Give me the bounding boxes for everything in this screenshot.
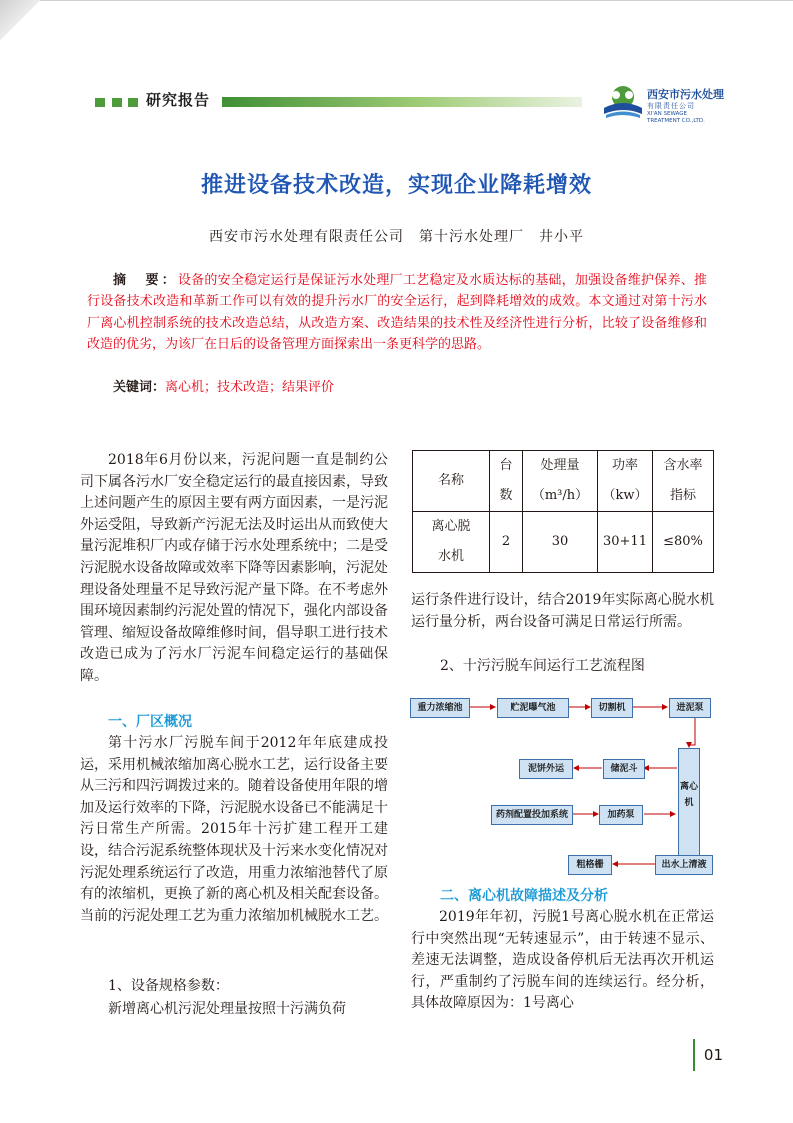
header-square-2 — [112, 98, 122, 107]
table-header-count: 台 数 — [490, 451, 523, 512]
abstract-text: 设备的安全稳定运行是保证污水处理厂工艺稳定及水质达标的基础，加强设备维护保养、推行设备技术改造和革新工作可以有效的提升污水厂的安全运行，起到降耗增效的成效。本文通过对第十污水厂离心机控制系统的技术改造总结，从改造方案、改造结果的技术性及经济性进行分析，比较了设备维修和改造的优劣，为该厂在日后的设备管理方面探索出一条更科学的思路。 — [87, 273, 707, 353]
section-tag: 研究报告 — [146, 91, 211, 109]
logo-name-cn-sub: 有限责任公司 — [647, 102, 695, 110]
intro-paragraph: 2018年6月份以来，污泥问题一直是制约公司下属各污水厂安全稳定运行的最直接因素，导致上述问题产生的原因主要有两方面因素，一是污泥外运受阻，导致新产污泥无法及时运出从而致使大量污泥堆积厂内或存储于污水处理系统中；二是受污泥脱水设备故障或效率下降等因素影响，污泥处理设备处理量不足导致污泥产量下降。在不考虑外围环境因素制约污泥处置的情况下，强化内部设备管理、缩短设备故障维修时间，倡导职工进行技术改造已成为了污水厂污泥车间稳定运行的基础保障。 — [80, 452, 388, 684]
table-cell-moisture: ≤80% — [653, 512, 714, 573]
flow-node-coarse-screen: 粗格栅 — [568, 855, 612, 875]
abstract-label: 摘 要： — [113, 273, 178, 288]
flow-arrow — [689, 717, 695, 747]
flow-node-sludge-bin: 储泥斗 — [603, 759, 645, 779]
equipment-spec-table — [412, 450, 714, 573]
logo-name-cn: 西安市污水处理 — [647, 88, 724, 101]
company-logo-icon — [602, 84, 644, 120]
page-corner-fold — [0, 0, 40, 40]
section-2-heading: 二、离心机故障描述及分析 — [440, 888, 608, 904]
table-header-row — [413, 451, 714, 512]
keywords-label: 关键词： — [113, 380, 166, 395]
flow-node-gravity-thickener: 重力浓缩池 — [410, 698, 470, 718]
page-number: 01 — [693, 1039, 723, 1071]
flow-node-sludge-transport: 泥饼外运 — [519, 759, 573, 779]
article-byline: 西安市污水处理有限责任公司 第十污水处理厂 井小平 — [209, 229, 584, 245]
flow-node-centrifuge: 离心机 — [678, 748, 700, 874]
subsection-1-title: 1、设备规格参数： — [108, 978, 229, 994]
abstract — [87, 270, 707, 356]
subsection-2-title: 2、十污污脱车间运行工艺流程图 — [440, 658, 645, 674]
keywords — [113, 376, 334, 395]
flow-node-feed-pump: 进泥泵 — [669, 698, 711, 718]
logo-name-en-2: TREATMENT CO.,LTD. — [647, 118, 705, 124]
process-flowchart-arrows — [405, 690, 720, 880]
flow-node-dosing-system: 药剂配置投加系统 — [491, 805, 573, 825]
table-header-name: 名称 — [413, 451, 490, 512]
subsection-1-line: 新增离心机污泥处理量按照十污满负荷 — [108, 1001, 346, 1017]
page-top-edge — [40, 0, 793, 1]
section-1-paragraph: 第十污水厂污脱车间于2012年年底建成投运，采用机械浓缩加离心脱水工艺，运行设备主要从三污和四污调拨过来的。随着设备使用年限的增加及运行效率的下降，污泥脱水设备已不能满足十污日常生产所需。2015年十污扩建工程开工建设，结合污泥系统整体现状及十污来水变化情况对污泥处理系统运行了改造，用重力浓缩池替代了原有的浓缩机，更换了新的离心机及相关配套设备。当前的污泥处理工艺为重力浓缩加机械脱水工艺。 — [80, 735, 388, 924]
flow-node-grinder: 切割机 — [591, 698, 633, 718]
section-1-heading: 一、厂区概况 — [108, 714, 192, 730]
table-cell-count: 2 — [490, 512, 523, 573]
section-2-paragraph: 2019年年初，污脱1号离心脱水机在正常运行中突然出现“无转速显示”，由于转速不显示、差速无法调整，造成设备停机后无法再次开机运行，严重制约了污脱车间的连续运行。经分析，具体故障原因为：1号离心 — [411, 909, 714, 1012]
table-cell-name: 离心脱 水机 — [413, 512, 490, 573]
table-cell-power: 30+11 — [598, 512, 653, 573]
keywords-text: 离心机；技术改造；结果评价 — [165, 380, 335, 395]
flow-node-sludge-storage: 贮泥曝气池 — [497, 698, 569, 718]
header-square-1 — [95, 98, 105, 107]
article-title: 推进设备技术改造，实现企业降耗增效 — [200, 173, 592, 198]
logo-name-en-1: XI'AN SEWAGE — [647, 111, 688, 117]
flow-node-dosing-pump: 加药泵 — [599, 805, 643, 825]
table-row — [413, 512, 714, 573]
table-header-capacity: 处理量 （m³/h） — [523, 451, 598, 512]
table-cell-capacity: 30 — [523, 512, 598, 573]
table-header-power: 功率 （kw） — [598, 451, 653, 512]
flow-node-effluent: 出水上清液 — [655, 855, 713, 875]
table-header-moisture: 含水率 指标 — [653, 451, 714, 512]
header-square-3 — [128, 98, 138, 107]
table-note-paragraph: 运行条件进行设计，结合2019年实际离心脱水机运行量分析，两台设备可满足日常运行所需。 — [411, 592, 714, 630]
header-gradient-bar — [222, 97, 582, 107]
